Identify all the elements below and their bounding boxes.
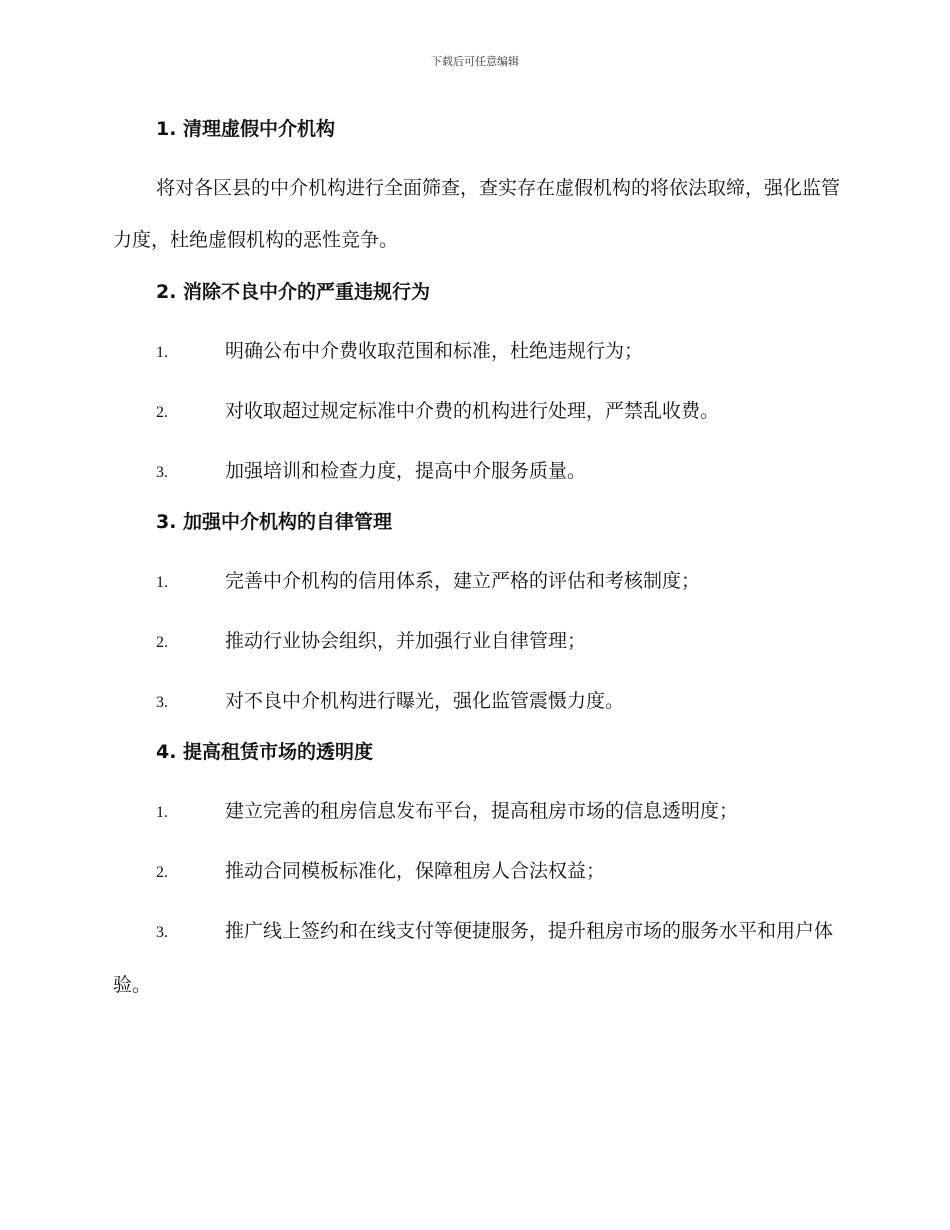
list-item-text: 推广线上签约和在线支付等便捷服务，提升租房市场的服务水平和用户体验。 bbox=[113, 920, 834, 996]
list-item-text: 对收取超过规定标准中介费的机构进行处理，严禁乱收费。 bbox=[225, 400, 720, 422]
list-item-number: 3. bbox=[156, 924, 168, 941]
section-3-list bbox=[113, 555, 843, 729]
section-1-heading: 1. 清理虚假中介机构 bbox=[156, 118, 336, 140]
header-note: 下载后可任意编辑 bbox=[431, 55, 519, 68]
list-item bbox=[113, 555, 843, 609]
list-item-number: 2. bbox=[156, 634, 168, 651]
section-2-list bbox=[113, 325, 843, 499]
list-item bbox=[113, 615, 843, 669]
list-item-number: 3. bbox=[156, 694, 168, 711]
section-1-paragraph: 将对各区县的中介机构进行全面筛查，查实存在虚假机构的将依法取缔，强化监管力度，杜绝虚假机构的恶性竞争。 bbox=[113, 177, 841, 251]
list-item-number: 2. bbox=[156, 404, 168, 421]
section-3-heading: 3. 加强中介机构的自律管理 bbox=[156, 511, 393, 533]
list-item bbox=[113, 385, 843, 439]
document-body bbox=[113, 112, 843, 1017]
list-item bbox=[113, 675, 843, 729]
list-item-number: 2. bbox=[156, 864, 168, 881]
list-item-text: 明确公布中介费收取范围和标准，杜绝违规行为； bbox=[225, 340, 644, 362]
list-item-text: 完善中介机构的信用体系，建立严格的评估和考核制度； bbox=[225, 570, 701, 592]
list-item bbox=[113, 785, 843, 839]
list-item-text: 推动行业协会组织，并加强行业自律管理； bbox=[225, 630, 587, 652]
list-item bbox=[113, 325, 843, 379]
list-item-text: 推动合同模板标准化，保障租房人合法权益； bbox=[225, 860, 606, 882]
section-4-heading: 4. 提高租赁市场的透明度 bbox=[156, 741, 374, 763]
list-item bbox=[113, 845, 843, 899]
list-item-number: 1. bbox=[156, 344, 168, 361]
list-item bbox=[113, 445, 843, 499]
list-item-number: 3. bbox=[156, 464, 168, 481]
list-item bbox=[113, 905, 843, 1011]
list-item-text: 对不良中介机构进行曝光，强化监管震慑力度。 bbox=[225, 690, 625, 712]
list-item-text: 建立完善的租房信息发布平台，提高租房市场的信息透明度； bbox=[225, 800, 739, 822]
list-item-number: 1. bbox=[156, 574, 168, 591]
list-item-text: 加强培训和检查力度，提高中介服务质量。 bbox=[225, 460, 587, 482]
section-2-heading: 2. 消除不良中介的严重违规行为 bbox=[156, 281, 431, 303]
section-4-list bbox=[113, 785, 843, 1011]
list-item-number: 1. bbox=[156, 804, 168, 821]
